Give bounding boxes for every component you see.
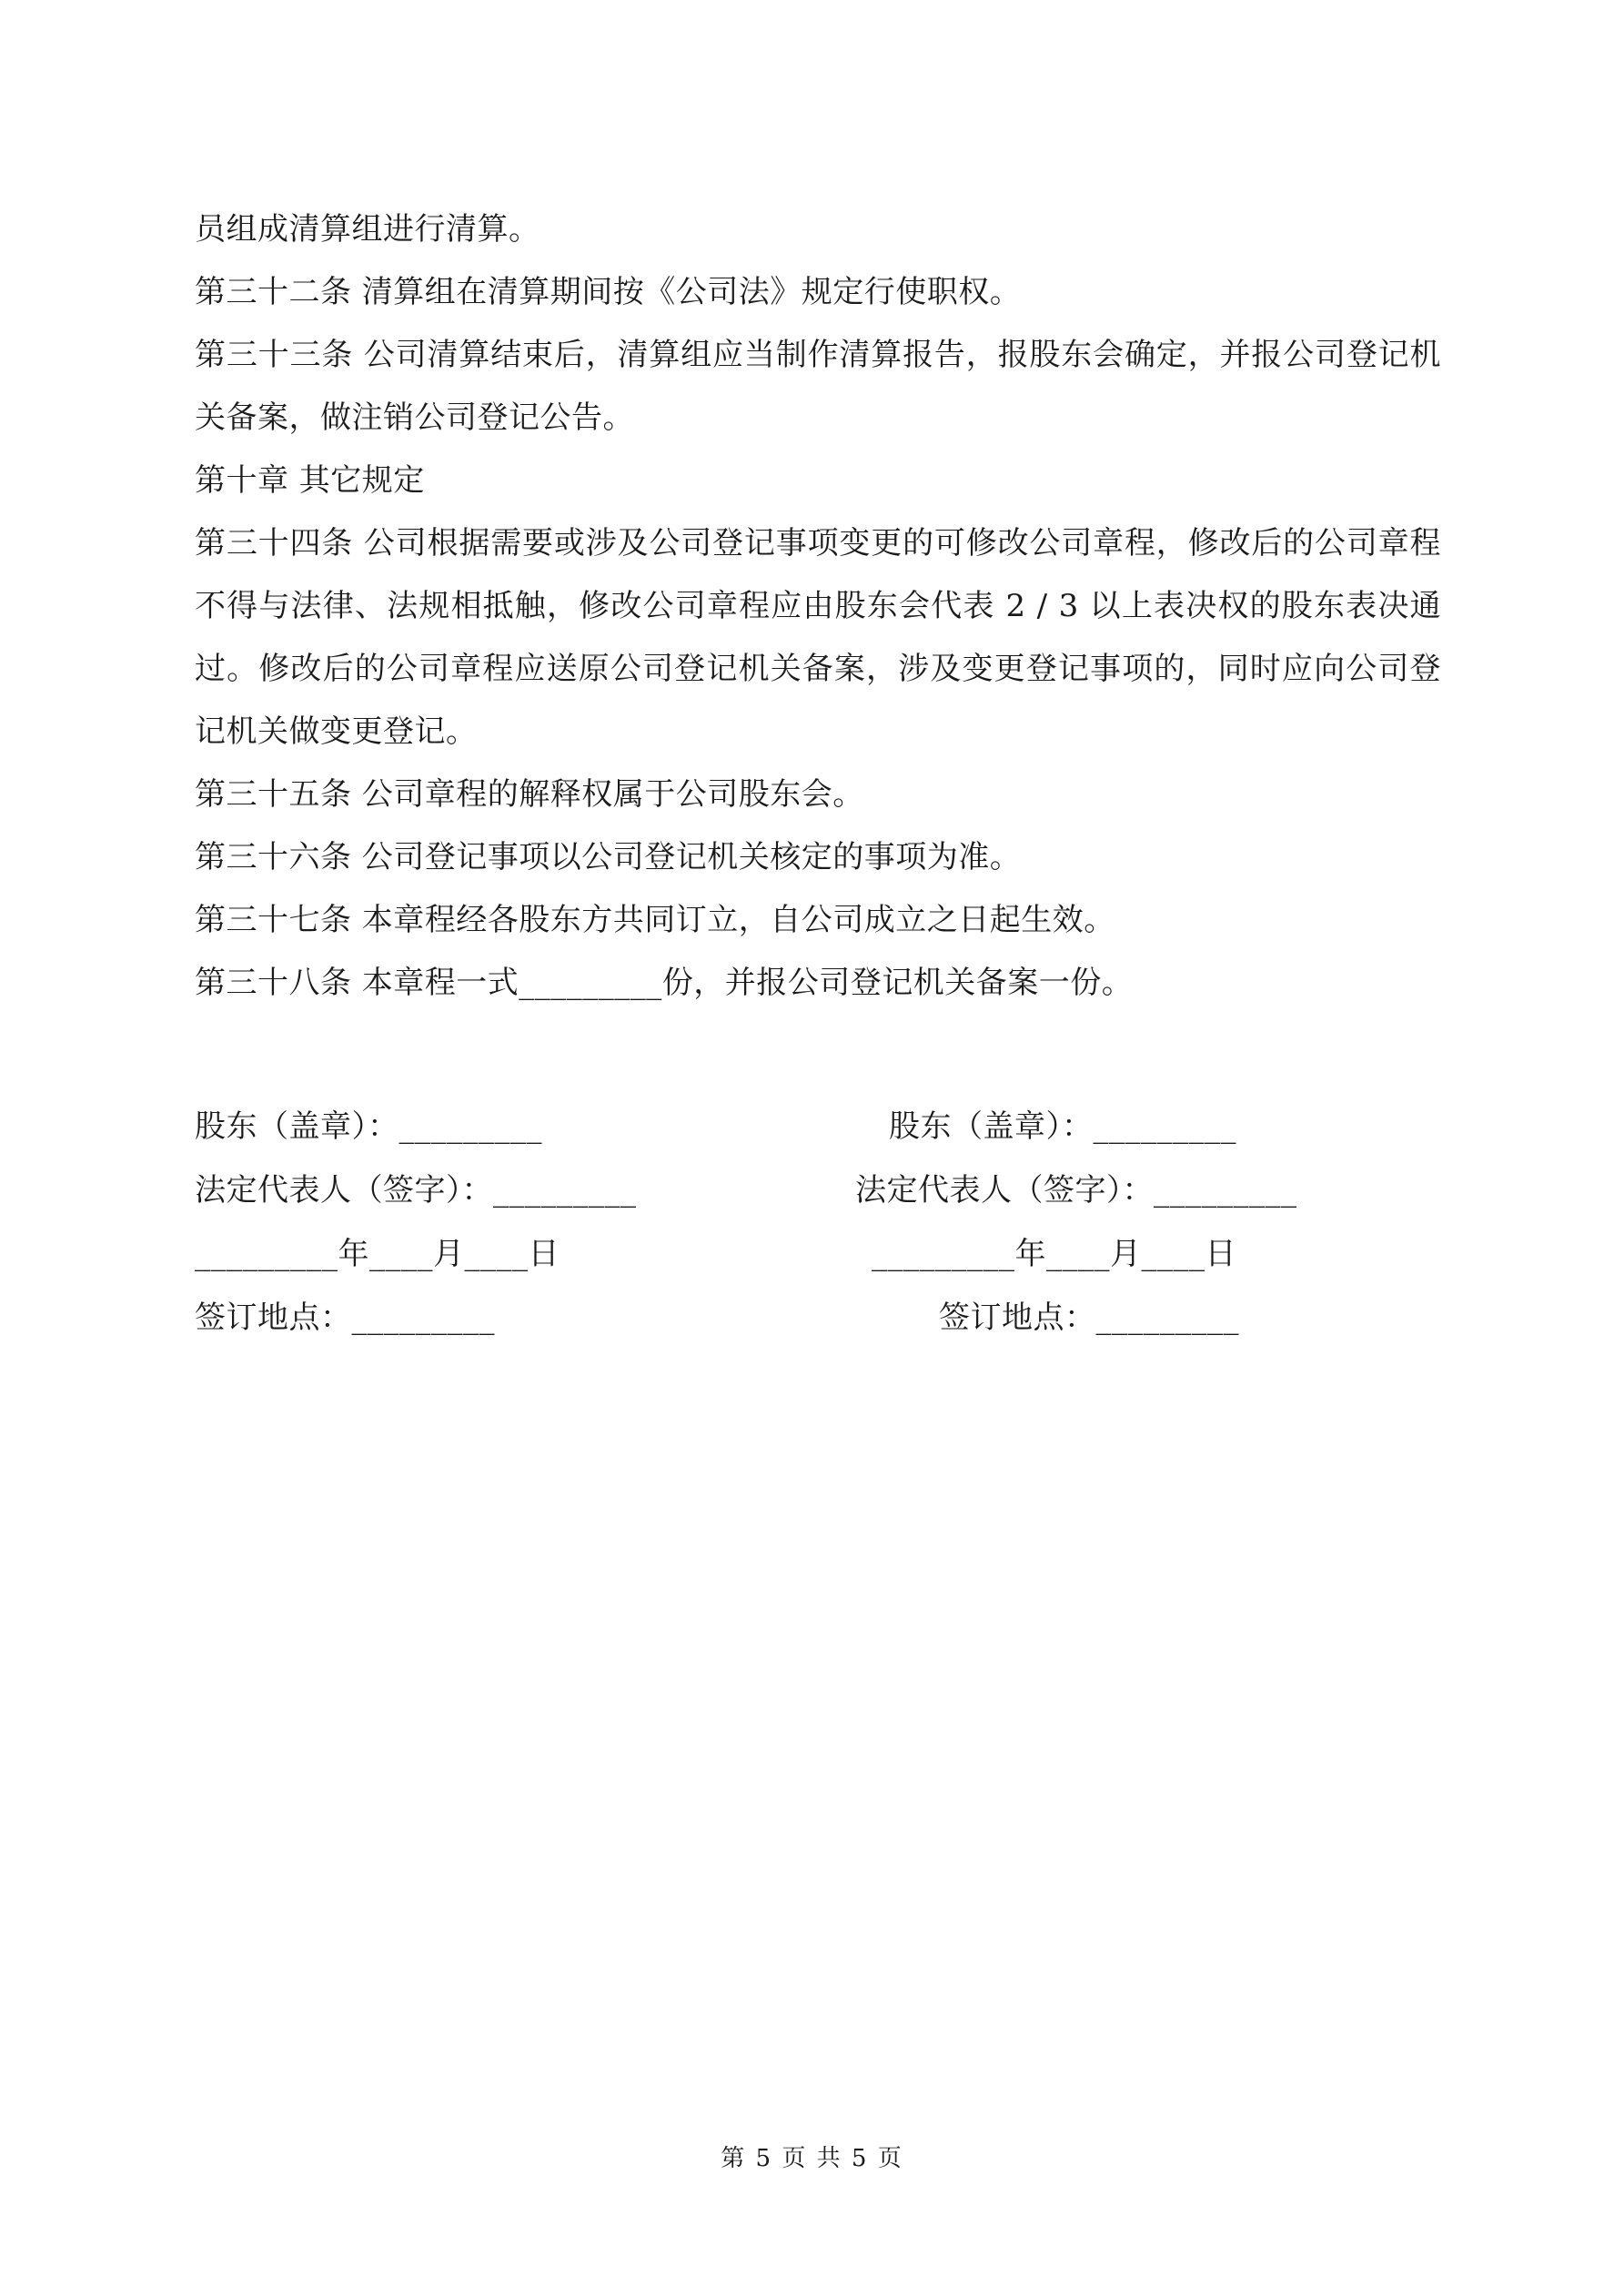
left-signing-place-line: 签订地点：_________	[195, 1300, 495, 1336]
page-number-footer: 第 5 页 共 5 页	[721, 2145, 903, 2172]
article-38: 第三十八条 本章程一式_________份，并报公司登记机关备案一份。	[195, 965, 1134, 1001]
article-32: 第三十二条 清算组在清算期间按《公司法》规定行使职权。	[195, 274, 1022, 310]
article-34: 第三十四条 公司根据需要或涉及公司登记事项变更的可修改公司章程，修改后的公司章程不得与法律、法规相抵触，修改公司章程应由股东会代表 2 / 3 以上表决权的股东表决通过。修改后的公司章程应送原公司登记机关备案，涉及变更登记事项的，同时应向公司登记机关做变更登记。	[195, 525, 1441, 750]
chapter-10-heading: 第十章 其它规定	[195, 462, 425, 499]
paragraph-continuation: 员组成清算组进行清算。	[195, 211, 540, 248]
right-date-line: _________年____月____日	[872, 1236, 1236, 1272]
right-shareholder-seal-line: 股东（盖章）：_________	[889, 1108, 1236, 1145]
left-shareholder-seal-line: 股东（盖章）：_________	[195, 1108, 542, 1145]
article-37: 第三十七条 本章程经各股东方共同订立，自公司成立之日起生效。	[195, 902, 1115, 938]
article-36: 第三十六条 公司登记事项以公司登记机关核定的事项为准。	[195, 839, 1022, 875]
left-date-line: _________年____月____日	[195, 1236, 560, 1272]
right-legal-rep-signature-line: 法定代表人（签字）：_________	[855, 1172, 1297, 1209]
left-legal-rep-signature-line: 法定代表人（签字）：_________	[195, 1172, 637, 1209]
article-33: 第三十三条 公司清算结束后，清算组应当制作清算报告，报股东会确定，并报公司登记机关备案，做注销公司登记公告。	[195, 337, 1441, 436]
document-body	[195, 198, 1441, 1015]
right-signing-place-line: 签订地点：_________	[939, 1300, 1239, 1336]
article-35: 第三十五条 公司章程的解释权属于公司股东会。	[195, 776, 864, 813]
